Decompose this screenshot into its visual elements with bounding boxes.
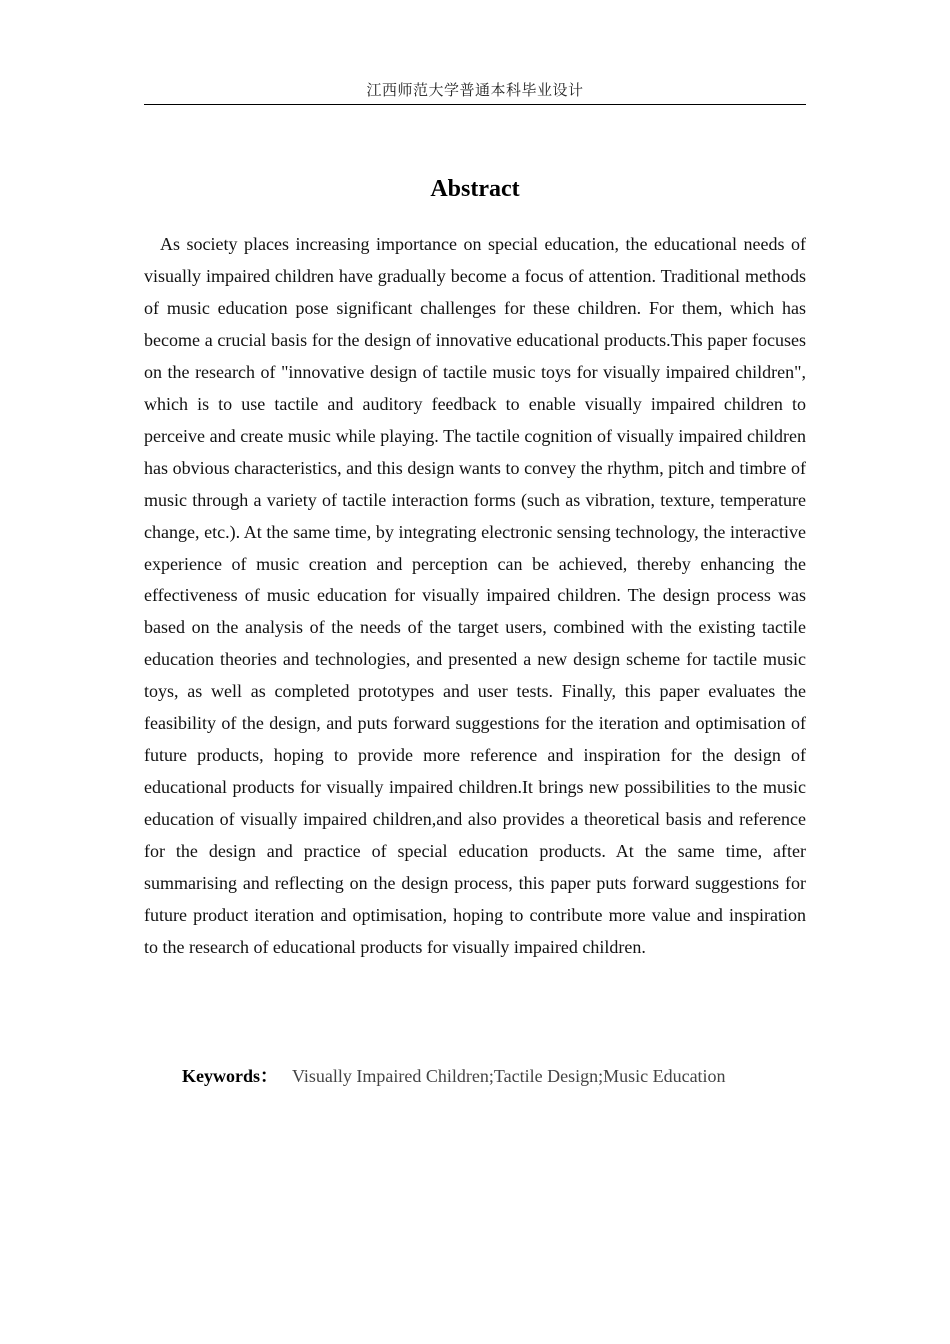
running-header: 江西师范大学普通本科毕业设计 (366, 81, 584, 99)
abstract-title: Abstract (430, 176, 520, 202)
header-divider (144, 104, 806, 105)
abstract-body: As society places increasing importance on special education, the educational needs of visually impaired children have gradually become a focus of attention. Traditional methods of music education pose significant challenges for these children. For them, which has become a crucial basis for the design of innovative educational products.This paper focuses on the research of "innovative design of tactile music toys for visually impaired children", which is to use tactile and auditory feedback to enable visually impaired children to perceive and create music while playing. The tactile cognition of visually impaired children has obvious characteristics, and this design wants to convey the rhythm, pitch and timbre of music through a variety of tactile interaction forms (such as vibration, texture, temperature change, etc.). At the same time, by integrating electronic sensing technology, the interactive experience of music creation and perception can be achieved, thereby enhancing the effectiveness of music education for visually impaired children. The design process was based on the analysis of the needs of the target users, combined with the existing tactile education theories and technologies, and presented a new design scheme for tactile music toys, as well as completed prototypes and user tests. Finally, this paper evaluates the feasibility of the design, and puts forward suggestions for the iteration and optimisation of future products, hoping to provide more reference and inspiration for the design of educational products for visually impaired children.It brings new possibilities to the music education of visually impaired children,and also provides a theoretical basis and reference for the design and practice of special education products. At the same time, after summarising and reflecting on the design process, this paper puts forward suggestions for future product iteration and optimisation, hoping to contribute more value and inspiration to the research of educational products for visually impaired children. (144, 234, 806, 957)
keywords-value: Visually Impaired Children;Tactile Design;Music Education (292, 1066, 726, 1086)
keywords-separator: ： (260, 1066, 278, 1086)
keywords-line (182, 1062, 806, 1090)
keywords-label: Keywords (182, 1066, 260, 1086)
